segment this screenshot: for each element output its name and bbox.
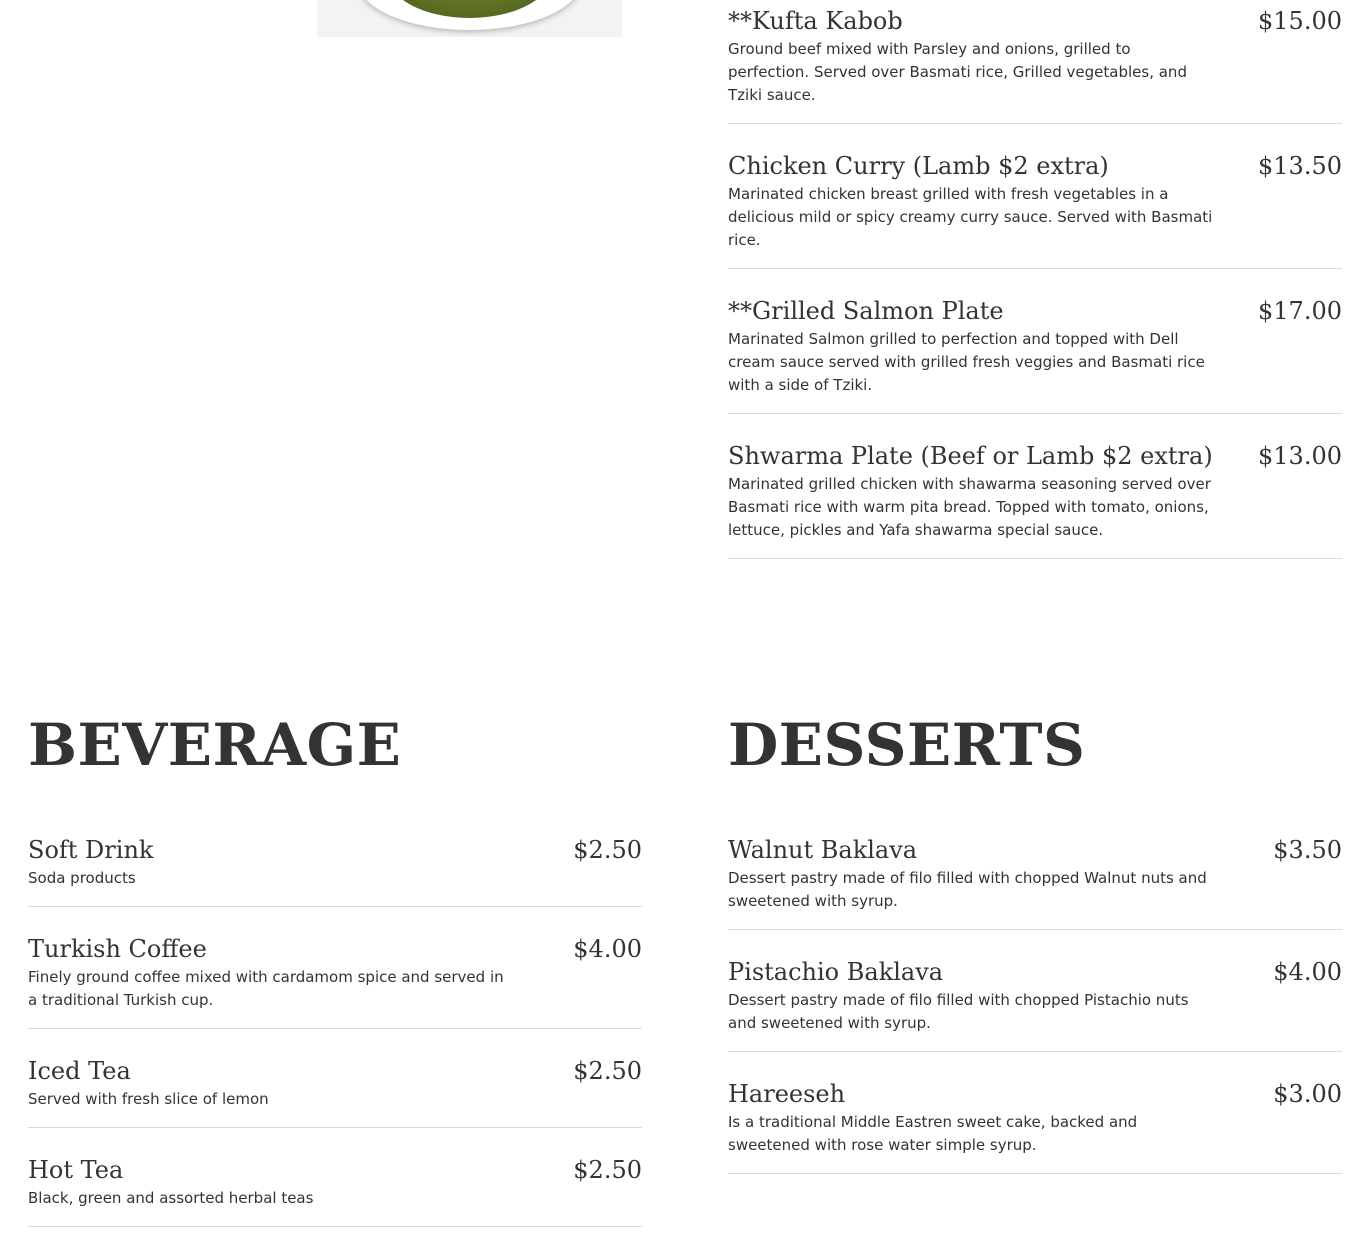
menu-item-name: Chicken Curry (Lamb $2 extra): [728, 152, 1109, 180]
menu-item-description: Dessert pastry made of filo filled with chopped Walnut nuts and sweetened with syrup.: [728, 869, 1207, 910]
menu-item-name: Soft Drink: [28, 836, 154, 864]
menu-item: [728, 1071, 1342, 1174]
menu-item: [28, 1147, 642, 1227]
menu-item: [728, 0, 1342, 124]
menu-item: [728, 827, 1342, 930]
menu-item: [728, 949, 1342, 1052]
food-photo: [317, 0, 622, 37]
menu-item-name: **Grilled Salmon Plate: [728, 297, 1004, 325]
menu-item-name: Hot Tea: [28, 1156, 124, 1184]
menu-item-name: Turkish Coffee: [28, 935, 207, 963]
menu-item-header: [728, 957, 1342, 987]
menu-item-name: Shwarma Plate (Beef or Lamb $2 extra): [728, 442, 1213, 470]
menu-item-price: $4.00: [573, 935, 642, 963]
menu-item-description: Dessert pastry made of filo filled with chopped Pistachio nuts and sweetened with syrup.: [728, 991, 1189, 1032]
menu-item-price: $3.50: [1273, 836, 1342, 864]
menu-item-name: Hareeseh: [728, 1080, 846, 1108]
menu-item-price: $15.00: [1258, 7, 1342, 35]
menu-item-header: [28, 934, 642, 964]
menu-item-price: $2.50: [573, 1156, 642, 1184]
menu-item-price: $13.00: [1258, 442, 1342, 470]
menu-item: [28, 926, 642, 1029]
menu-item-price: $13.50: [1258, 152, 1342, 180]
menu-item-description: Ground beef mixed with Parsley and onions, grilled to perfection. Served over Basmati rice, Grilled vegetables, and Tziki sauce.: [728, 40, 1187, 104]
menu-item-description: Soda products: [28, 869, 136, 887]
menu-item: [728, 433, 1342, 559]
menu-item-description: Marinated chicken breast grilled with fresh vegetables in a delicious mild or spicy creamy curry sauce. Served with Basmati rice.: [728, 185, 1213, 249]
menu-item-header: [28, 1056, 642, 1086]
menu-item-header: [728, 1079, 1342, 1109]
menu-item-header: [728, 835, 1342, 865]
menu-item-header: [28, 835, 642, 865]
menu-item-name: Walnut Baklava: [728, 836, 918, 864]
menu-item-name: **Kufta Kabob: [728, 7, 903, 35]
menu-item-header: [728, 441, 1342, 471]
menu-item: [28, 827, 642, 907]
menu-item-price: $4.00: [1273, 958, 1342, 986]
main-course-list: [728, 0, 1342, 578]
menu-item-description: Black, green and assorted herbal teas: [28, 1189, 314, 1207]
menu-item-name: Pistachio Baklava: [728, 958, 944, 986]
menu-item-description: Marinated grilled chicken with shawarma seasoning served over Basmati rice with warm pita bread. Topped with tomato, onions, lettuce, pickles and Yafa shawarma special sauce.: [728, 475, 1211, 539]
menu-item-price: $3.00: [1273, 1080, 1342, 1108]
menu-item-description: Marinated Salmon grilled to perfection and topped with Dell cream sauce served with grilled fresh veggies and Basmati rice with a side of Tziki.: [728, 330, 1205, 394]
menu-item: [728, 143, 1342, 269]
section-title-beverage: BEVERAGE: [28, 711, 402, 779]
desserts-section: [728, 712, 1342, 1193]
menu-item-header: [728, 6, 1342, 36]
menu-item: [728, 288, 1342, 414]
menu-item-price: $2.50: [573, 1057, 642, 1085]
beverage-section: [28, 712, 642, 1246]
menu-item-name: Iced Tea: [28, 1057, 131, 1085]
menu-item-header: [728, 296, 1342, 326]
menu-item-price: $17.00: [1258, 297, 1342, 325]
menu-item-price: $2.50: [573, 836, 642, 864]
menu-item-description: Served with fresh slice of lemon: [28, 1090, 269, 1108]
menu-item-header: [728, 151, 1342, 181]
menu-item-header: [28, 1155, 642, 1185]
menu-item-description: Is a traditional Middle Eastren sweet cake, backed and sweetened with rose water simple syrup.: [728, 1113, 1138, 1154]
menu-item-description: Finely ground coffee mixed with cardamom spice and served in a traditional Turkish cup.: [28, 968, 504, 1009]
section-title-desserts: DESSERTS: [728, 711, 1086, 779]
menu-item: [28, 1048, 642, 1128]
